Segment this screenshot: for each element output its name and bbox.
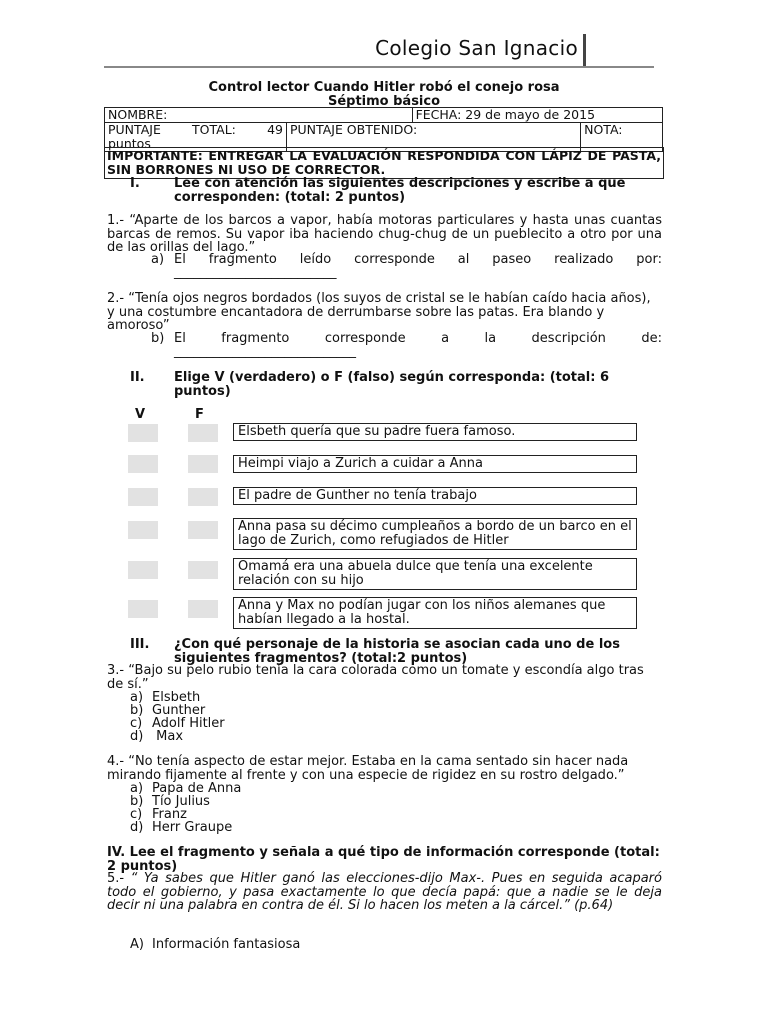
true-checkbox[interactable] (128, 600, 158, 618)
true-checkbox[interactable] (128, 455, 158, 473)
statement-5: Omamá era una abuela dulce que tenía una excelente relación con su hijo (233, 558, 637, 590)
section-3-heading: ¿Con qué personaje de la historia se asocian cada uno de los siguientes fragmentos? (total:2 puntos) (174, 637, 620, 666)
false-checkbox[interactable] (188, 561, 218, 579)
option-c[interactable]: c) Adolf Hitler (130, 716, 225, 731)
question-1-text: 1.- “Aparte de los barcos a vapor, había motoras particulares y hasta unas cuantas barcas de remos. Su vapor iba haciendo chug-chug de un pueblecito a otro por una de las orillas del lago.” (107, 213, 662, 255)
question-3-options (130, 691, 225, 743)
fecha-cell: FECHA: 29 de mayo de 2015 (412, 108, 662, 123)
option-d[interactable]: d) Herr Graupe (130, 820, 233, 835)
section-1-heading: Lee con atención las siguientes descripciones y escribe a que corresponden: (total: 2 puntos) (174, 176, 626, 205)
statement-2: Heimpi viajo a Zurich a cuidar a Anna (233, 455, 637, 473)
school-name: Colegio San Ignacio (375, 36, 578, 60)
section-2-number: II. (130, 370, 145, 385)
section-3-number: III. (130, 637, 150, 652)
false-checkbox[interactable] (188, 424, 218, 442)
false-checkbox[interactable] (188, 600, 218, 618)
important-notice: IMPORTANTE: ENTREGAR LA EVALUACIÓN RESPONDIDA CON LÁPIZ DE PASTA, SIN BORRONES NI USO DE CORRECTOR. (104, 147, 664, 179)
puntaje-total-unit: puntos (108, 136, 151, 151)
statement-6: Anna y Max no podían jugar con los niños alemanes que habían llegado a la hostal. (233, 597, 637, 629)
true-checkbox[interactable] (128, 488, 158, 506)
column-v-label: V (135, 407, 146, 422)
header-rule (104, 66, 654, 68)
option-a[interactable]: a) Papa de Anna (130, 781, 242, 796)
section-1-number: I. (130, 176, 140, 191)
exam-level: Séptimo básico (327, 94, 441, 109)
question-5-option-a[interactable]: A) Información fantasiosa (130, 937, 301, 952)
section-2-heading: Elige V (verdadero) o F (falso) según corresponda: (total: 6 puntos) (174, 370, 610, 399)
false-checkbox[interactable] (188, 455, 218, 473)
question-5-text: 5.- “ Ya sabes que Hitler ganó las elecciones-dijo Max-. Pues en seguida acaparó todo el gobierno, y pasa exactamente lo que decía papá: que a nadie se le deja decir ni una palabra en contra de él. Si lo hacen los meten a la cárcel.” (p.64) (107, 871, 662, 913)
section-4-heading: IV. Lee el fragmento y señala a qué tipo de información corresponde (total: 2 puntos) (107, 845, 660, 874)
question-1-answer-blank[interactable]: _________________________ (174, 265, 337, 280)
option-b[interactable]: b) Tío Julius (130, 794, 210, 809)
question-2-option-letter: b) (151, 331, 165, 346)
option-a[interactable]: a) Elsbeth (130, 690, 201, 705)
question-2-text: 2.- “Tenía ojos negros bordados (los suyos de cristal se le habían caído hacia años), y una costumbre encantadora de derrumbarse sobre las patas. Era blando y amoroso” (107, 291, 651, 333)
question-3-text: 3.- “Bajo su pelo rubio tenía la cara colorada como un tomate y escondía algo tras de sí.” (107, 663, 644, 692)
question-4-options (130, 782, 241, 834)
true-checkbox[interactable] (128, 521, 158, 539)
question-1-option-letter: a) (151, 252, 165, 267)
statement-3: El padre de Gunther no tenía trabajo (233, 487, 637, 505)
question-2-option: El fragmento corresponde a la descripción de: (174, 331, 662, 346)
option-b[interactable]: b) Gunther (130, 703, 206, 718)
question-1-option: El fragmento leído corresponde al paseo realizado por: (174, 252, 662, 267)
false-checkbox[interactable] (188, 488, 218, 506)
true-checkbox[interactable] (128, 424, 158, 442)
option-d[interactable]: d) Max (130, 729, 184, 744)
puntaje-total-label: PUNTAJE (108, 122, 161, 137)
false-checkbox[interactable] (188, 521, 218, 539)
statement-4: Anna pasa su décimo cumpleaños a bordo de un barco en el lago de Zurich, como refugiados de Hitler (233, 518, 637, 550)
nota-cell[interactable]: NOTA: (581, 123, 663, 152)
puntaje-total-word: TOTAL: (192, 122, 236, 137)
puntaje-obtenido-cell[interactable]: PUNTAJE OBTENIDO: (287, 123, 581, 152)
nombre-cell[interactable]: NOMBRE: (105, 108, 413, 123)
statement-1: Elsbeth quería que su padre fuera famoso. (233, 423, 637, 441)
header-divider (583, 34, 586, 66)
question-2-answer-blank[interactable]: ____________________________ (174, 344, 356, 359)
column-f-label: F (195, 407, 204, 422)
student-info-table (104, 107, 663, 152)
exam-title: Control lector Cuando Hitler robó el conejo rosa (208, 80, 560, 95)
question-4-text: 4.- “No tenía aspecto de estar mejor. Estaba en la cama sentado sin hacer nada mirando fijamente al frente y con una especie de rigidez en su rostro delgado.” (107, 754, 629, 783)
option-c[interactable]: c) Franz (130, 807, 187, 822)
true-checkbox[interactable] (128, 561, 158, 579)
puntaje-total-value: 49 (267, 122, 283, 137)
